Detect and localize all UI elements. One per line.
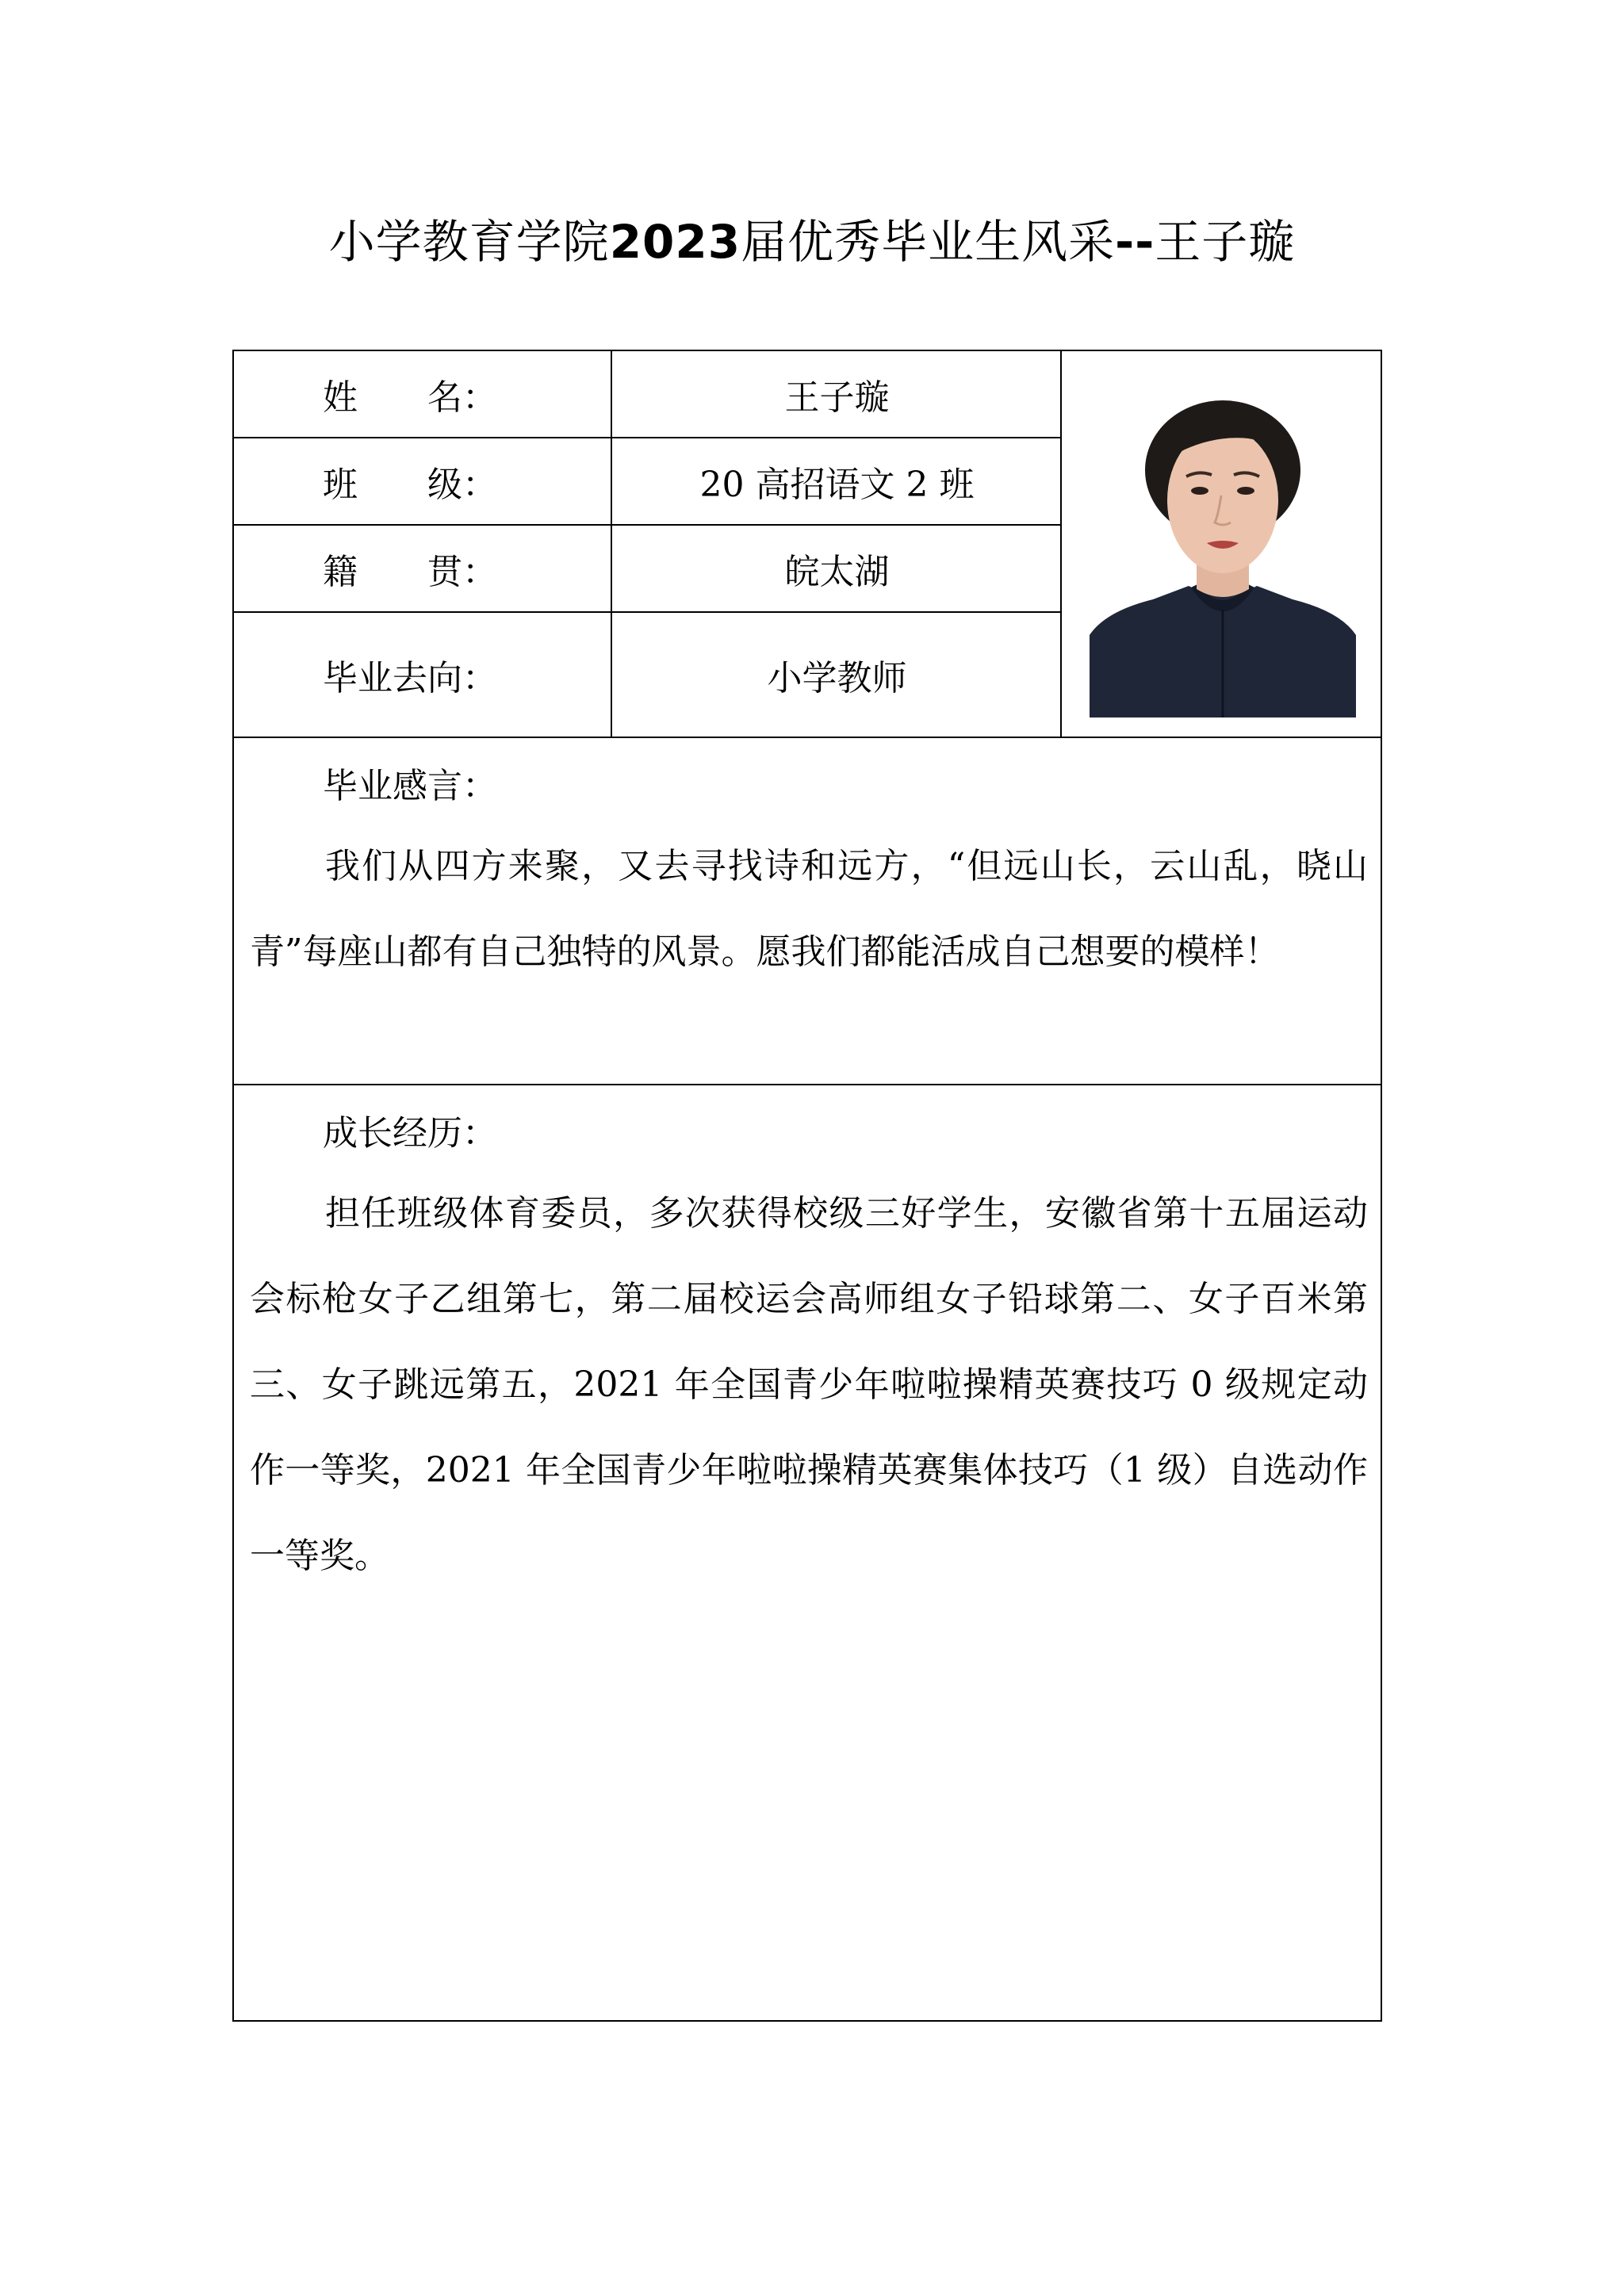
name-value: 王子璇 — [784, 377, 890, 418]
remarks-text: 我们从四方来聚，又去寻找诗和远方，“但远山长，云山乱，晓山青”每座山都有自己独特的风景。愿我们都能活成自己想要的模样！ — [250, 846, 1368, 972]
portrait-icon — [1090, 397, 1356, 718]
profile-table — [232, 350, 1382, 2022]
title-middle: 届优秀毕业生风采 — [741, 215, 1116, 269]
name-value-cell — [612, 351, 1062, 437]
hometown-value-cell — [612, 526, 1062, 611]
destination-value: 小学教师 — [767, 658, 907, 698]
portrait-photo — [1090, 397, 1356, 718]
class-value-cell — [612, 438, 1062, 524]
destination-value-cell — [612, 613, 1062, 737]
remarks-heading: 毕业感言： — [323, 766, 497, 806]
hometown-value: 皖太湖 — [784, 552, 890, 592]
row-divider-5 — [234, 1084, 1381, 1085]
hometown-label-cell — [234, 526, 611, 611]
experience-text: 担任班级体育委员，多次获得校级三好学生，安徽省第十五届运动会标枪女子乙组第七，第二届校运会高师组女子铅球第二、女子百米第三、女子跳远第五，2021 年全国青少年啦啦操精英赛技巧 0 级规定动作一等奖，2021 年全国青少年啦啦操精英赛集体技巧（1 级）自选动作一等奖。 — [250, 1193, 1368, 1576]
destination-label: 毕业去向： — [323, 658, 497, 698]
class-label-cell — [234, 438, 611, 524]
name-label-cell — [234, 351, 611, 437]
experience-heading: 成长经历： — [323, 1113, 497, 1154]
destination-label-cell — [234, 613, 611, 737]
row-divider-4 — [234, 737, 1381, 738]
title-separator: -- — [1115, 215, 1155, 269]
hometown-label: 籍 贯： — [323, 552, 497, 592]
title-prefix: 小学教育学院 — [328, 215, 610, 269]
class-value: 20 高招语文 2 班 — [699, 465, 975, 505]
page-title — [0, 208, 1624, 276]
name-label: 姓 名： — [323, 377, 497, 418]
class-label: 班 级： — [323, 465, 497, 505]
title-name: 王子璇 — [1155, 215, 1296, 269]
title-year: 2023 — [609, 215, 741, 269]
